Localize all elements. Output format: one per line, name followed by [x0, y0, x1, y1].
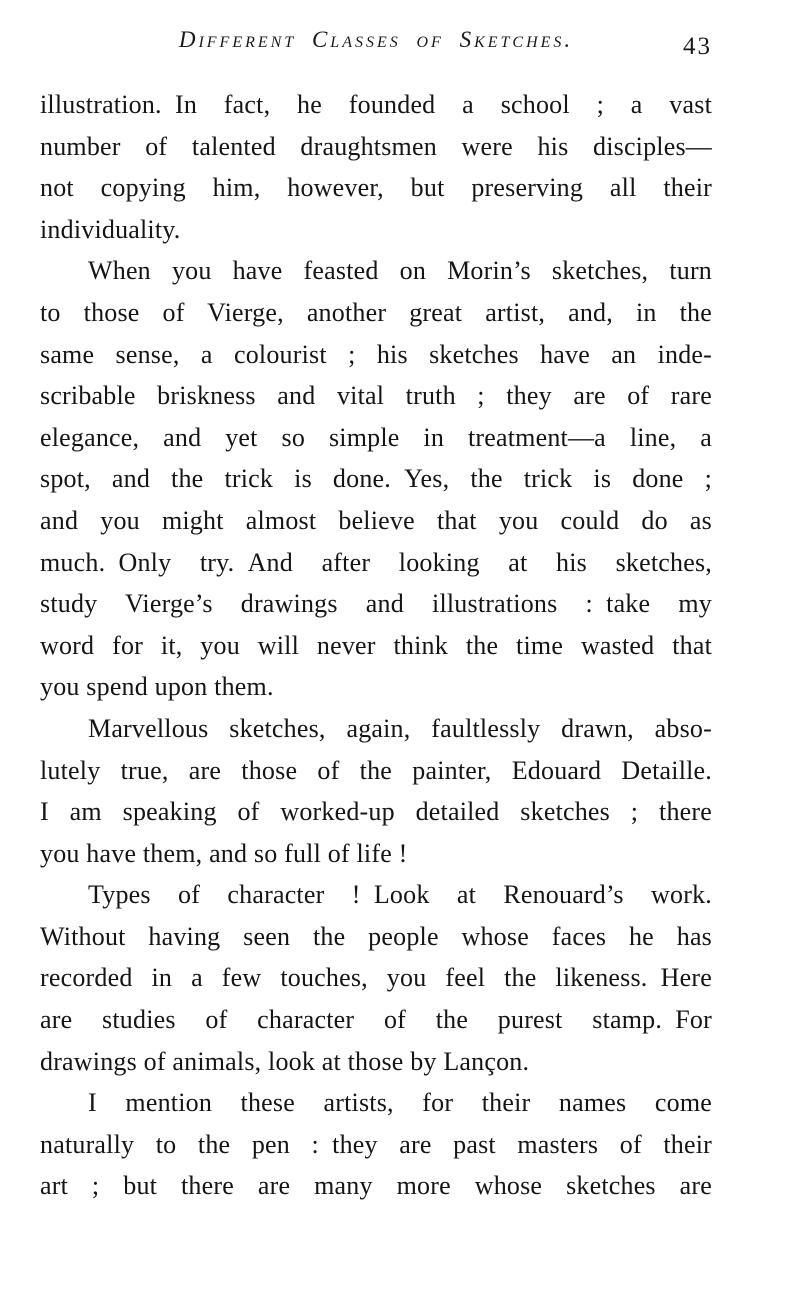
text-line: individuality.	[40, 214, 181, 244]
text-line: recorded in a few touches, you feel the likeness. Here	[40, 963, 712, 993]
text-line: elegance, and yet so simple in treatment—a line, a	[40, 422, 712, 452]
text-line: drawings of animals, look at those by Lançon.	[40, 1046, 530, 1076]
running-header-title: Different Classes of Sketches.	[178, 27, 574, 52]
text-line: much. Only try. And after looking at his sketches,	[40, 547, 712, 577]
page-number: 43	[683, 33, 712, 60]
text-line: Types of character ! Look at Renouard’s work.	[88, 880, 712, 910]
text-line: and you might almost believe that you could do as	[40, 505, 712, 535]
text-line: word for it, you will never think the time wasted that	[40, 630, 712, 660]
text-line: I am speaking of worked-up detailed sketches ; there	[40, 797, 712, 827]
text-line: are studies of character of the purest stamp. For	[40, 1005, 712, 1035]
text-line: Marvellous sketches, again, faultlessly drawn, abso-	[88, 713, 712, 743]
text-line: you have them, and so full of life !	[40, 838, 408, 868]
text-line: naturally to the pen : they are past masters of their	[40, 1129, 712, 1159]
text-line: When you have feasted on Morin’s sketches, turn	[88, 256, 712, 286]
text-line: you spend upon them.	[40, 672, 274, 702]
text-line: spot, and the trick is done. Yes, the trick is done ;	[40, 464, 712, 494]
text-line: Without having seen the people whose faces he has	[40, 921, 712, 951]
text-line: art ; but there are many more whose sketches are	[40, 1171, 712, 1201]
text-line: number of talented draughtsmen were his disciples—	[40, 131, 712, 161]
text-line: same sense, a colourist ; his sketches have an inde-	[40, 339, 712, 369]
page-body	[40, 84, 712, 1207]
text-line: I mention these artists, for their names come	[88, 1088, 712, 1118]
text-line: to those of Vierge, another great artist, and, in the	[40, 297, 712, 327]
text-line: lutely true, are those of the painter, Edouard Detaille.	[40, 755, 712, 785]
text-line: not copying him, however, but preserving all their	[40, 173, 712, 203]
text-line: scribable briskness and vital truth ; they are of rare	[40, 381, 712, 411]
text-line: illustration. In fact, he founded a school ; a vast	[40, 90, 712, 119]
text-line: study Vierge’s drawings and illustrations : take my	[40, 589, 712, 619]
